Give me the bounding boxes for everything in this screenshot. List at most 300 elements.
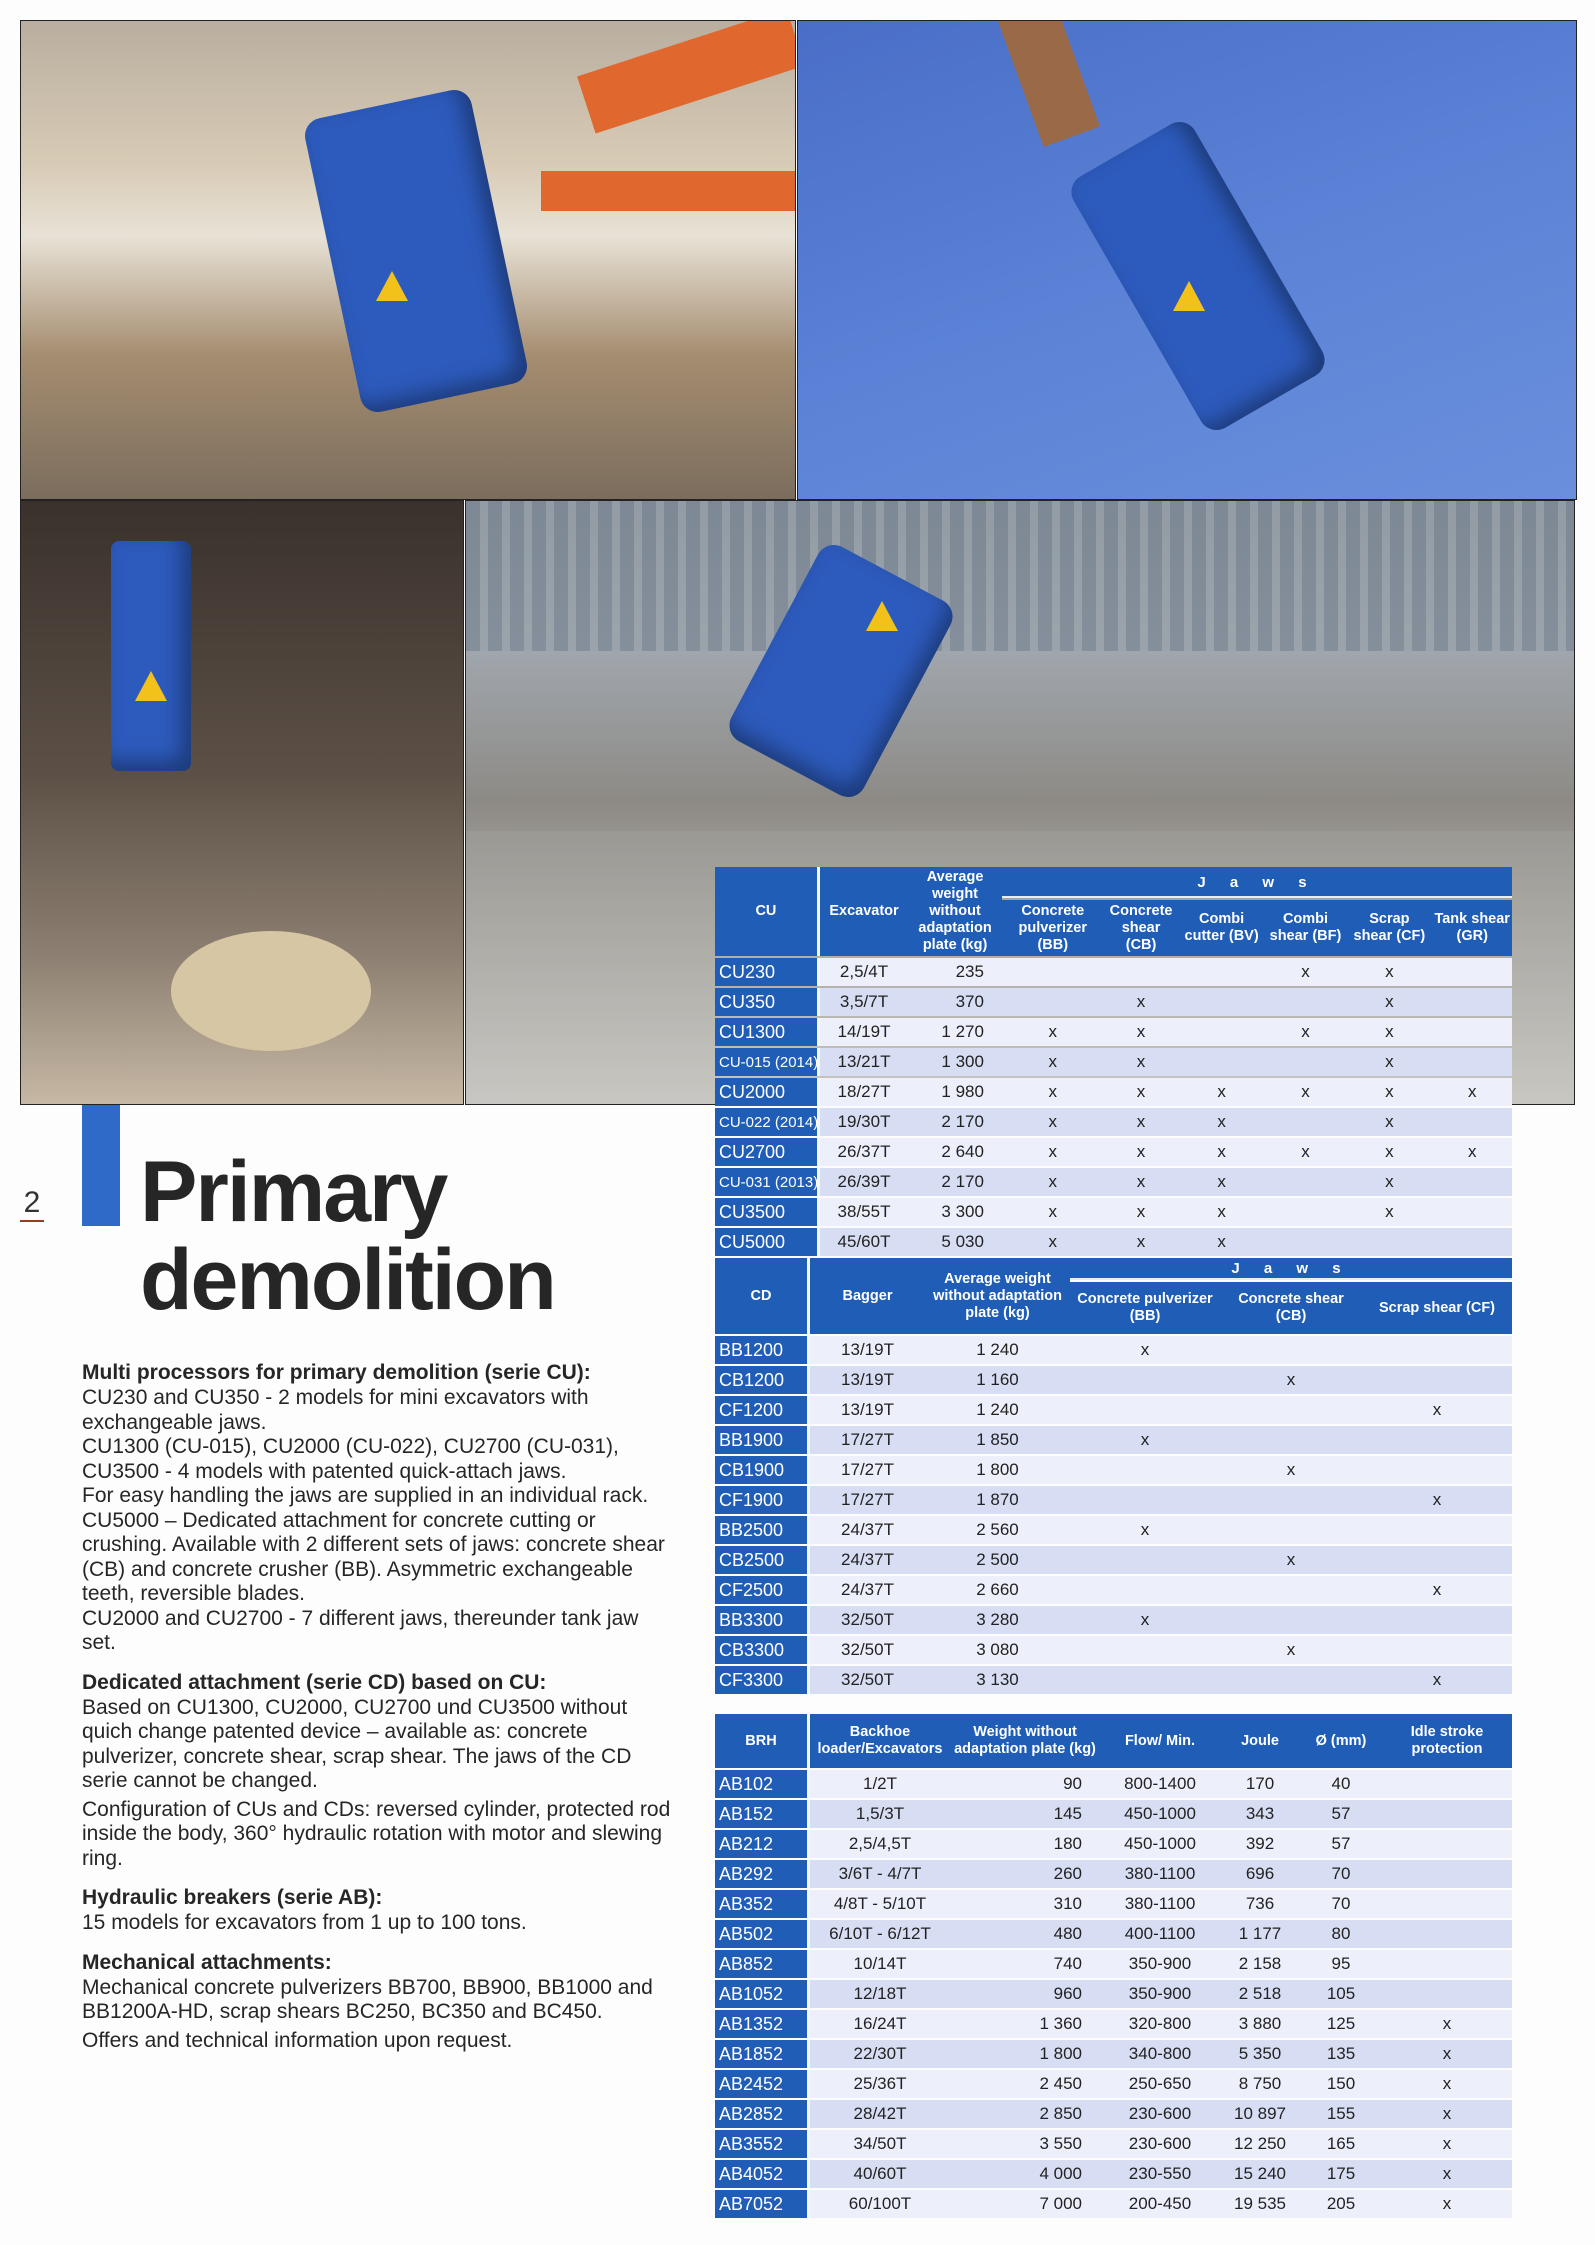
joule-cell: 19 535 xyxy=(1220,2190,1300,2218)
column-header-jaw: Combi shear (BF) xyxy=(1265,900,1347,956)
column-header-jaw: Scrap shear (CF) xyxy=(1346,900,1432,956)
idle-cell xyxy=(1382,1860,1512,1888)
table-row xyxy=(715,1980,1512,2008)
flow-cell: 400-1100 xyxy=(1100,1920,1220,1948)
section-cd xyxy=(82,1670,672,1872)
joule-cell: 12 250 xyxy=(1220,2130,1300,2158)
bagger-cell: 24/37T xyxy=(810,1576,925,1604)
table-row xyxy=(715,2130,1512,2158)
table-row xyxy=(715,988,1512,1016)
idle-cell xyxy=(1382,1770,1512,1798)
model-cell: AB2852 xyxy=(715,2100,810,2128)
joule-cell: 343 xyxy=(1220,1800,1300,1828)
table-row xyxy=(715,1138,1512,1166)
jaw-availability-cell xyxy=(1070,1366,1220,1394)
idle-cell: x xyxy=(1382,2040,1512,2068)
jaw-availability-cell: x xyxy=(1104,988,1179,1016)
excavator-cell: 18/27T xyxy=(820,1078,908,1106)
bagger-cell: 17/27T xyxy=(810,1426,925,1454)
flow-cell: 350-900 xyxy=(1100,1950,1220,1978)
section-heading: Dedicated attachment (serie CD) based on CU: xyxy=(82,1670,547,1694)
page-title xyxy=(140,1144,555,1328)
machine-cell: 1,5/3T xyxy=(810,1800,950,1828)
flow-cell: 380-1100 xyxy=(1100,1860,1220,1888)
bagger-cell: 32/50T xyxy=(810,1666,925,1694)
jaw-availability-cell xyxy=(1070,1666,1220,1694)
excavator-arm xyxy=(996,20,1100,147)
jaw-availability-cell: x xyxy=(1346,958,1432,986)
jaw-availability-cell: x xyxy=(1104,1198,1179,1226)
jaw-availability-cell xyxy=(1362,1426,1512,1454)
jaw-availability-cell xyxy=(1432,1228,1512,1256)
excavator-cell: 2,5/4T xyxy=(820,958,908,986)
machine-cell: 16/24T xyxy=(810,2010,950,2038)
column-header-diameter: Ø (mm) xyxy=(1300,1714,1382,1768)
model-cell: CF1200 xyxy=(715,1396,810,1424)
bagger-cell: 13/19T xyxy=(810,1366,925,1394)
table-row xyxy=(715,1366,1512,1394)
flow-cell: 230-600 xyxy=(1100,2100,1220,2128)
idle-cell: x xyxy=(1382,2010,1512,2038)
table-row xyxy=(715,1576,1512,1604)
jaw-availability-cell: x xyxy=(1265,1138,1347,1166)
jaw-availability-cell: x xyxy=(1346,1198,1432,1226)
jaw-availability-cell xyxy=(1070,1636,1220,1664)
model-cell: CB1200 xyxy=(715,1366,810,1394)
jaw-availability-cell xyxy=(1432,1018,1512,1046)
column-header-jaw: Concrete shear (CB) xyxy=(1220,1282,1362,1334)
weight-cell: 2 450 xyxy=(950,2070,1100,2098)
model-cell: AB2452 xyxy=(715,2070,810,2098)
jaw-availability-cell: x xyxy=(1104,1048,1179,1076)
machine-cell: 1/2T xyxy=(810,1770,950,1798)
weight-cell: 1 160 xyxy=(925,1366,1070,1394)
bagger-cell: 32/50T xyxy=(810,1636,925,1664)
model-cell: CU-022 (2014) xyxy=(715,1108,820,1136)
photo-shear-against-sky xyxy=(797,20,1577,500)
bagger-cell: 24/37T xyxy=(810,1546,925,1574)
table-row xyxy=(715,1198,1512,1226)
model-cell: AB1852 xyxy=(715,2040,810,2068)
flow-cell: 250-650 xyxy=(1100,2070,1220,2098)
diameter-cell: 70 xyxy=(1300,1890,1382,1918)
jaw-availability-cell: x xyxy=(1002,1018,1104,1046)
weight-cell: 5 030 xyxy=(908,1228,1002,1256)
diameter-cell: 57 xyxy=(1300,1800,1382,1828)
jaw-availability-cell xyxy=(1362,1366,1512,1394)
table-row xyxy=(715,1336,1512,1364)
model-cell: BB2500 xyxy=(715,1516,810,1544)
rock-pile xyxy=(171,931,371,1051)
joule-cell: 3 880 xyxy=(1220,2010,1300,2038)
jaw-availability-cell: x xyxy=(1346,988,1432,1016)
column-header-jaw: Tank shear (GR) xyxy=(1432,900,1512,956)
jaw-availability-cell: x xyxy=(1265,1018,1347,1046)
flow-cell: 450-1000 xyxy=(1100,1800,1220,1828)
column-group-jaws: J a w s xyxy=(1070,1258,1512,1280)
model-cell: AB352 xyxy=(715,1890,810,1918)
model-cell: AB4052 xyxy=(715,2160,810,2188)
jaw-availability-cell xyxy=(1070,1576,1220,1604)
page-title-line-1: Primary xyxy=(140,1144,447,1240)
diameter-cell: 150 xyxy=(1300,2070,1382,2098)
jaw-availability-cell: x xyxy=(1220,1456,1362,1484)
jaw-availability-cell: x xyxy=(1104,1228,1179,1256)
weight-cell: 2 640 xyxy=(908,1138,1002,1166)
weight-cell: 1 360 xyxy=(950,2010,1100,2038)
jaw-availability-cell: x xyxy=(1432,1138,1512,1166)
jaw-availability-cell xyxy=(1220,1576,1362,1604)
section-paragraph: Mechanical concrete pulverizers BB700, BB900, BB1000 and BB1200A-HD, scrap shears BC250, BC350 and BC450. xyxy=(82,1975,653,2023)
machine-cell: 28/42T xyxy=(810,2100,950,2128)
column-header-jaw: Scrap shear (CF) xyxy=(1362,1282,1512,1334)
jaw-availability-cell xyxy=(1362,1636,1512,1664)
machine-cell: 25/36T xyxy=(810,2070,950,2098)
jaw-availability-cell xyxy=(1432,1048,1512,1076)
machine-cell: 2,5/4,5T xyxy=(810,1830,950,1858)
excavator-cell: 26/39T xyxy=(820,1168,908,1196)
bagger-cell: 32/50T xyxy=(810,1606,925,1634)
jaw-availability-cell: x xyxy=(1002,1168,1104,1196)
jaw-availability-cell xyxy=(1070,1456,1220,1484)
jaw-availability-cell xyxy=(1362,1546,1512,1574)
photo-multi-processor-on-building xyxy=(20,20,796,500)
jaw-availability-cell xyxy=(1179,988,1265,1016)
jaw-availability-cell: x xyxy=(1220,1546,1362,1574)
jaw-availability-cell: x xyxy=(1179,1108,1265,1136)
jaw-availability-cell: x xyxy=(1179,1168,1265,1196)
page-title-line-2: demolition xyxy=(140,1232,555,1328)
flow-cell: 350-900 xyxy=(1100,1980,1220,2008)
section-cu xyxy=(82,1360,672,1656)
jaw-availability-cell xyxy=(1070,1486,1220,1514)
table-row xyxy=(715,1486,1512,1514)
weight-cell: 260 xyxy=(950,1860,1100,1888)
brand-logo-icon xyxy=(866,601,898,631)
table-row xyxy=(715,2010,1512,2038)
jaw-availability-cell xyxy=(1432,1108,1512,1136)
model-cell: CU230 xyxy=(715,958,820,986)
jaw-availability-cell xyxy=(1002,988,1104,1016)
section-paragraph: CU2000 and CU2700 - 7 different jaws, thereunder tank jaw set. xyxy=(82,1606,639,1654)
excavator-cell: 14/19T xyxy=(820,1018,908,1046)
machine-cell: 60/100T xyxy=(810,2190,950,2218)
bagger-cell: 17/27T xyxy=(810,1486,925,1514)
flow-cell: 200-450 xyxy=(1100,2190,1220,2218)
model-cell: AB7052 xyxy=(715,2190,810,2218)
weight-cell: 2 850 xyxy=(950,2100,1100,2128)
idle-cell: x xyxy=(1382,2130,1512,2158)
diameter-cell: 57 xyxy=(1300,1830,1382,1858)
weight-cell: 960 xyxy=(950,1980,1100,2008)
model-cell: CB2500 xyxy=(715,1546,810,1574)
weight-cell: 3 280 xyxy=(925,1606,1070,1634)
diameter-cell: 165 xyxy=(1300,2130,1382,2158)
model-cell: CB1900 xyxy=(715,1456,810,1484)
weight-cell: 2 660 xyxy=(925,1576,1070,1604)
jaw-availability-cell xyxy=(1362,1606,1512,1634)
jaw-availability-cell: x xyxy=(1346,1138,1432,1166)
flow-cell: 230-550 xyxy=(1100,2160,1220,2188)
machine-cell: 12/18T xyxy=(810,1980,950,2008)
jaw-availability-cell: x xyxy=(1346,1168,1432,1196)
model-cell: AB502 xyxy=(715,1920,810,1948)
weight-cell: 1 850 xyxy=(925,1426,1070,1454)
model-cell: AB102 xyxy=(715,1770,810,1798)
jaw-availability-cell xyxy=(1220,1666,1362,1694)
section-paragraph: Configuration of CUs and CDs: reversed cylinder, protected rod inside the body, 360° hydraulic rotation with motor and slewing ring. xyxy=(82,1797,671,1870)
model-cell: CU2700 xyxy=(715,1138,820,1166)
weight-cell: 1 240 xyxy=(925,1396,1070,1424)
model-cell: CF3300 xyxy=(715,1666,810,1694)
flow-cell: 230-600 xyxy=(1100,2130,1220,2158)
diameter-cell: 80 xyxy=(1300,1920,1382,1948)
weight-cell: 2 500 xyxy=(925,1546,1070,1574)
section-heading: Mechanical attachments: xyxy=(82,1950,332,1974)
joule-cell: 2 518 xyxy=(1220,1980,1300,2008)
table-row xyxy=(715,1860,1512,1888)
jaw-availability-cell xyxy=(1002,958,1104,986)
jaw-availability-cell xyxy=(1265,1048,1347,1076)
machine-cell: 34/50T xyxy=(810,2130,950,2158)
model-cell: BB1200 xyxy=(715,1336,810,1364)
table-row xyxy=(715,1426,1512,1454)
column-header-weight: Average weight without adaptation plate (kg) xyxy=(925,1258,1070,1334)
diameter-cell: 70 xyxy=(1300,1860,1382,1888)
jaw-availability-cell: x xyxy=(1002,1078,1104,1106)
model-cell: CF1900 xyxy=(715,1486,810,1514)
machine-cell: 10/14T xyxy=(810,1950,950,1978)
jaw-availability-cell: x xyxy=(1104,1018,1179,1046)
table-row xyxy=(715,1830,1512,1858)
table-row xyxy=(715,1800,1512,1828)
column-header-weight: Average weight without adaptation plate (kg) xyxy=(908,867,1002,956)
section-paragraph: Based on CU1300, CU2000, CU2700 und CU3500 without quich change patented device – available as: concrete pulverizer, concrete shear, scrap shear. The jaws of the CD serie cannot be changed. xyxy=(82,1695,632,1792)
cu-spec-table xyxy=(715,865,1512,1258)
jaw-availability-cell: x xyxy=(1104,1078,1179,1106)
weight-cell: 740 xyxy=(950,1950,1100,1978)
table-row xyxy=(715,2190,1512,2218)
jaw-availability-cell xyxy=(1104,958,1179,986)
flow-cell: 450-1000 xyxy=(1100,1830,1220,1858)
table-row xyxy=(715,2070,1512,2098)
jaw-availability-cell: x xyxy=(1362,1576,1512,1604)
jaw-availability-cell: x xyxy=(1002,1138,1104,1166)
weight-cell: 2 170 xyxy=(908,1108,1002,1136)
bagger-cell: 13/19T xyxy=(810,1396,925,1424)
section-heading: Hydraulic breakers (serie AB): xyxy=(82,1886,383,1909)
idle-cell xyxy=(1382,1980,1512,2008)
jaw-availability-cell: x xyxy=(1220,1636,1362,1664)
table-row xyxy=(715,1516,1512,1544)
model-cell: CF2500 xyxy=(715,1576,810,1604)
jaw-availability-cell: x xyxy=(1104,1138,1179,1166)
weight-cell: 1 800 xyxy=(950,2040,1100,2068)
model-cell: AB1352 xyxy=(715,2010,810,2038)
jaw-availability-cell: x xyxy=(1346,1048,1432,1076)
diameter-cell: 95 xyxy=(1300,1950,1382,1978)
joule-cell: 5 350 xyxy=(1220,2040,1300,2068)
jaw-availability-cell: x xyxy=(1362,1666,1512,1694)
table-row xyxy=(715,1890,1512,1918)
flow-cell: 800-1400 xyxy=(1100,1770,1220,1798)
column-header-joule: Joule xyxy=(1220,1714,1300,1768)
weight-cell: 370 xyxy=(908,988,1002,1016)
column-header-idle-stroke: Idle stroke protection xyxy=(1382,1714,1512,1768)
section-mechanical xyxy=(82,1950,672,2054)
column-header-machine: Backhoe loader/Excavators xyxy=(810,1714,950,1768)
jaw-availability-cell xyxy=(1432,1168,1512,1196)
weight-cell: 3 080 xyxy=(925,1636,1070,1664)
joule-cell: 392 xyxy=(1220,1830,1300,1858)
table-row xyxy=(715,958,1512,986)
jaw-availability-cell xyxy=(1070,1396,1220,1424)
excavator-cell: 38/55T xyxy=(820,1198,908,1226)
section-paragraph: For easy handling the jaws are supplied in an individual rack. xyxy=(82,1484,649,1507)
jaw-availability-cell: x xyxy=(1104,1168,1179,1196)
weight-cell: 145 xyxy=(950,1800,1100,1828)
weight-cell: 2 170 xyxy=(908,1168,1002,1196)
weight-cell: 3 130 xyxy=(925,1666,1070,1694)
diameter-cell: 175 xyxy=(1300,2160,1382,2188)
model-cell: AB1052 xyxy=(715,1980,810,2008)
jaw-availability-cell xyxy=(1362,1516,1512,1544)
column-header-jaw: Combi cutter (BV) xyxy=(1179,900,1265,956)
jaw-availability-cell: x xyxy=(1002,1228,1104,1256)
jaw-availability-cell: x xyxy=(1346,1078,1432,1106)
table-row xyxy=(715,2040,1512,2068)
section-paragraph: Offers and technical information upon request. xyxy=(82,2028,513,2052)
jaw-availability-cell xyxy=(1220,1336,1362,1364)
excavator-cell: 45/60T xyxy=(820,1228,908,1256)
idle-cell xyxy=(1382,1890,1512,1918)
weight-cell: 235 xyxy=(908,958,1002,986)
section-paragraph: CU1300 (CU-015), CU2000 (CU-022), CU2700 (CU-031), CU3500 - 4 models with patented quick-attach jaws. xyxy=(82,1435,619,1483)
column-header-jaw: Concrete pulverizer (BB) xyxy=(1070,1282,1220,1334)
weight-cell: 1 870 xyxy=(925,1486,1070,1514)
joule-cell: 15 240 xyxy=(1220,2160,1300,2188)
joule-cell: 170 xyxy=(1220,1770,1300,1798)
jaw-availability-cell: x xyxy=(1104,1108,1179,1136)
weight-cell: 1 980 xyxy=(908,1078,1002,1106)
section-paragraph: 15 models for excavators from 1 up to 100 tons. xyxy=(82,1911,527,1934)
brand-logo-icon xyxy=(376,271,408,301)
table-row xyxy=(715,1770,1512,1798)
jaw-availability-cell: x xyxy=(1432,1078,1512,1106)
weight-cell: 3 550 xyxy=(950,2130,1100,2158)
jaw-availability-cell: x xyxy=(1002,1048,1104,1076)
diameter-cell: 155 xyxy=(1300,2100,1382,2128)
jaw-availability-cell xyxy=(1220,1396,1362,1424)
column-header-model: CU xyxy=(715,867,820,956)
jaw-availability-cell: x xyxy=(1070,1516,1220,1544)
jaw-availability-cell xyxy=(1265,1198,1347,1226)
table-row xyxy=(715,1228,1512,1256)
excavator-cell: 26/37T xyxy=(820,1138,908,1166)
excavator-boom xyxy=(541,171,796,211)
bagger-cell: 17/27T xyxy=(810,1456,925,1484)
weight-cell: 3 300 xyxy=(908,1198,1002,1226)
jaw-availability-cell: x xyxy=(1346,1108,1432,1136)
jaw-availability-cell xyxy=(1362,1456,1512,1484)
table-row xyxy=(715,1666,1512,1694)
weight-cell: 1 300 xyxy=(908,1048,1002,1076)
jaw-availability-cell: x xyxy=(1070,1336,1220,1364)
title-accent-bar xyxy=(82,1105,120,1226)
table-row xyxy=(715,1078,1512,1106)
jaw-availability-cell xyxy=(1432,1198,1512,1226)
idle-cell xyxy=(1382,1920,1512,1948)
diameter-cell: 135 xyxy=(1300,2040,1382,2068)
weight-cell: 480 xyxy=(950,1920,1100,1948)
jaw-availability-cell xyxy=(1432,988,1512,1016)
jaw-availability-cell xyxy=(1220,1606,1362,1634)
model-cell: CU5000 xyxy=(715,1228,820,1256)
jaw-availability-cell xyxy=(1432,958,1512,986)
table-row xyxy=(715,1168,1512,1196)
jaw-availability-cell: x xyxy=(1179,1228,1265,1256)
weight-cell: 7 000 xyxy=(950,2190,1100,2218)
model-cell: BB3300 xyxy=(715,1606,810,1634)
column-header-jaw: Concrete pulverizer (BB) xyxy=(1002,900,1104,956)
section-ab xyxy=(82,1885,672,1936)
column-header-weight: Weight without adaptation plate (kg) xyxy=(950,1714,1100,1768)
weight-cell: 180 xyxy=(950,1830,1100,1858)
idle-cell xyxy=(1382,1830,1512,1858)
model-cell: AB152 xyxy=(715,1800,810,1828)
weight-cell: 310 xyxy=(950,1890,1100,1918)
excavator-cell: 13/21T xyxy=(820,1048,908,1076)
weight-cell: 1 800 xyxy=(925,1456,1070,1484)
jaw-availability-cell: x xyxy=(1179,1138,1265,1166)
jaw-availability-cell: x xyxy=(1362,1396,1512,1424)
machine-cell: 40/60T xyxy=(810,2160,950,2188)
machine-cell: 6/10T - 6/12T xyxy=(810,1920,950,1948)
jaw-availability-cell: x xyxy=(1002,1198,1104,1226)
flow-cell: 380-1100 xyxy=(1100,1890,1220,1918)
table-row xyxy=(715,1396,1512,1424)
idle-cell: x xyxy=(1382,2070,1512,2098)
jaw-availability-cell xyxy=(1265,1168,1347,1196)
column-header-flow: Flow/ Min. xyxy=(1100,1714,1220,1768)
description-column xyxy=(82,1360,672,2067)
weight-cell: 1 240 xyxy=(925,1336,1070,1364)
model-cell: AB3552 xyxy=(715,2130,810,2158)
cd-spec-table xyxy=(715,1256,1512,1696)
weight-cell: 90 xyxy=(950,1770,1100,1798)
excavator-cell: 19/30T xyxy=(820,1108,908,1136)
flow-cell: 340-800 xyxy=(1100,2040,1220,2068)
model-cell: CU1300 xyxy=(715,1018,820,1046)
weight-cell: 2 560 xyxy=(925,1516,1070,1544)
jaw-availability-cell xyxy=(1346,1228,1432,1256)
jaw-availability-cell: x xyxy=(1220,1366,1362,1394)
machine-cell: 4/8T - 5/10T xyxy=(810,1890,950,1918)
jaw-availability-cell xyxy=(1220,1516,1362,1544)
idle-cell: x xyxy=(1382,2160,1512,2188)
table-row xyxy=(715,1606,1512,1634)
jaw-availability-cell xyxy=(1179,1018,1265,1046)
machine-cell: 22/30T xyxy=(810,2040,950,2068)
jaw-availability-cell xyxy=(1220,1426,1362,1454)
jaw-availability-cell xyxy=(1179,1048,1265,1076)
jaw-availability-cell: x xyxy=(1179,1198,1265,1226)
weight-cell: 1 270 xyxy=(908,1018,1002,1046)
table-row xyxy=(715,2100,1512,2128)
shear-machine xyxy=(1065,115,1331,436)
jaw-availability-cell xyxy=(1265,1108,1347,1136)
machine-cell: 3/6T - 4/7T xyxy=(810,1860,950,1888)
